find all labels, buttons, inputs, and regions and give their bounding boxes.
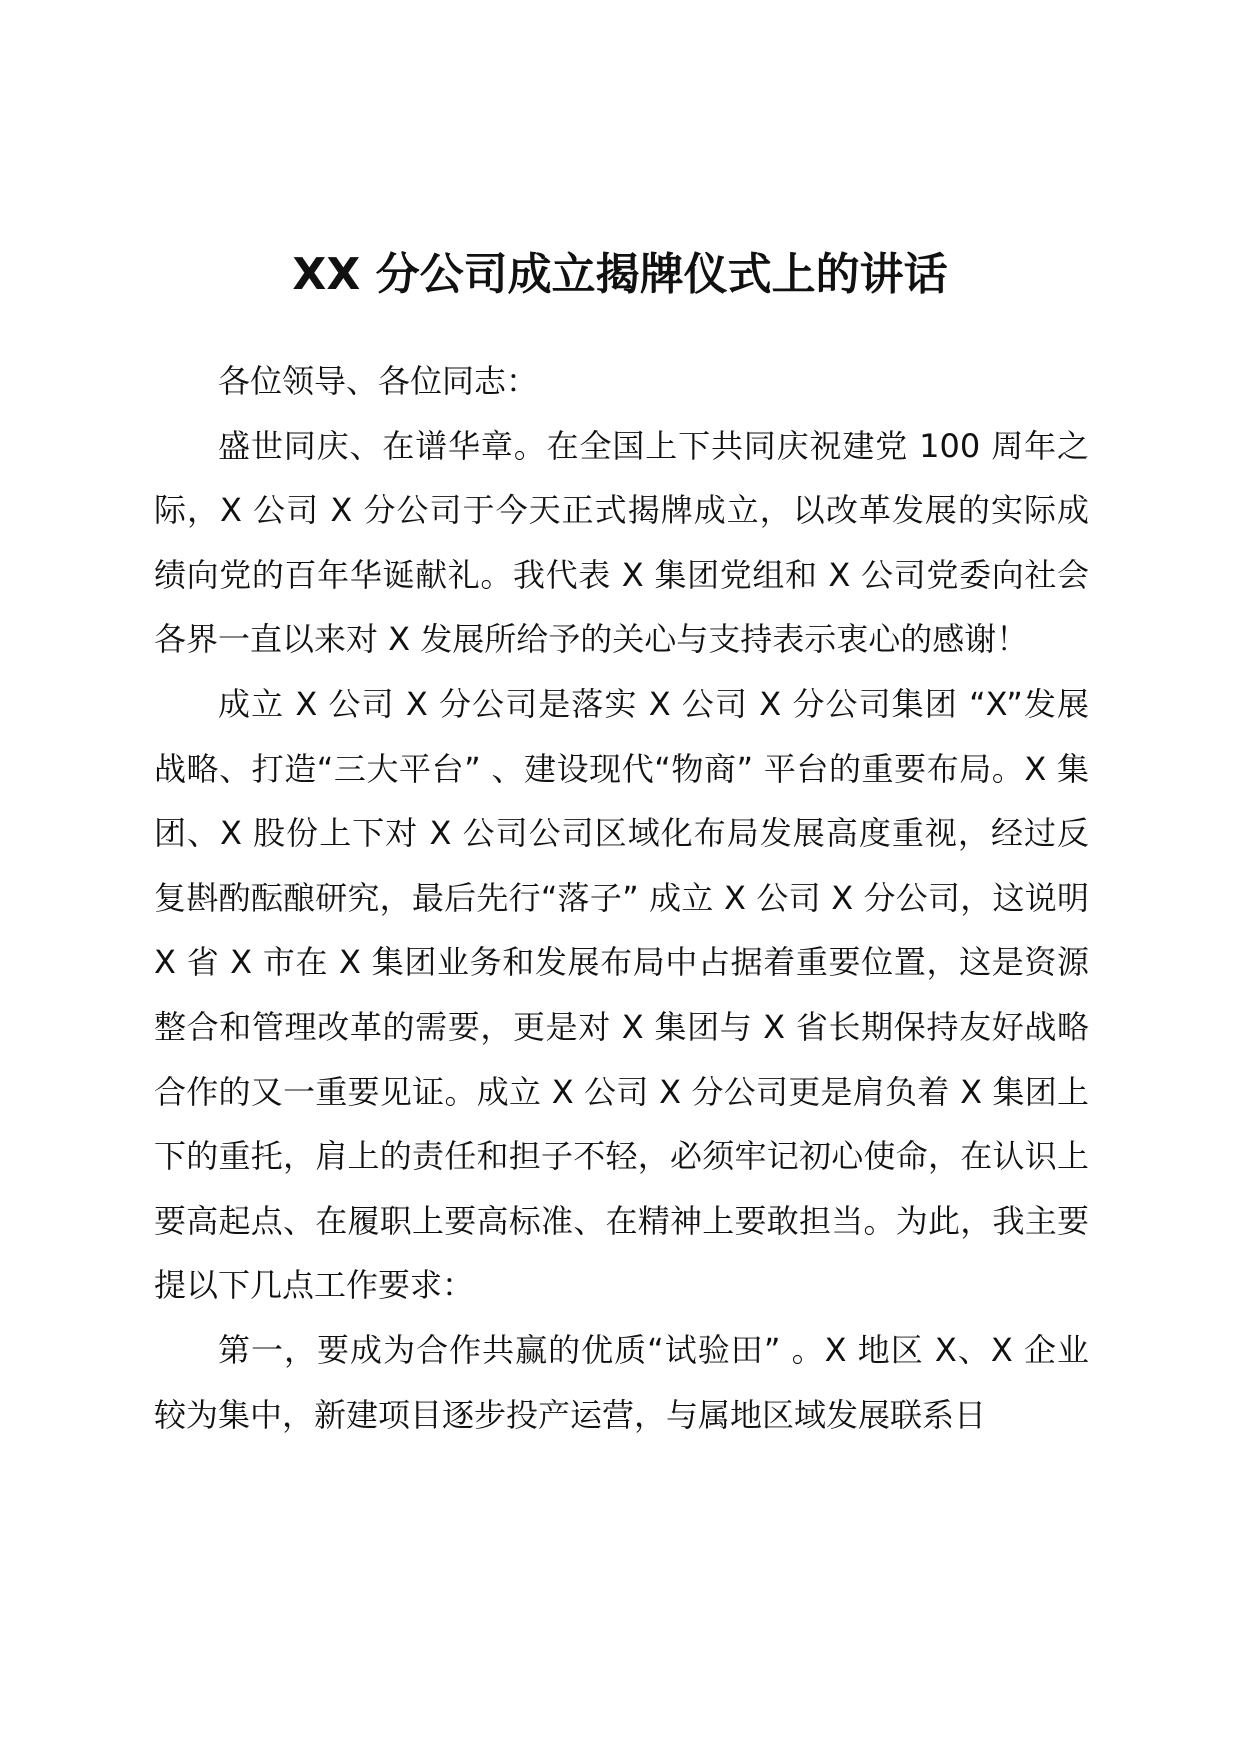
document-title: XX 分公司成立揭牌仪式上的讲话	[292, 249, 948, 300]
salutation-paragraph: 各位领导、各位同志：	[218, 362, 539, 400]
body-paragraph: 第一，要成为合作共赢的优质“试验田” 。X 地区 X、X 企业较为集中，新建项目逐步投产运营，与属地区域发展联系日	[154, 1330, 1089, 1434]
document-body	[154, 349, 1089, 1447]
body-paragraph: 成立 X 公司 X 分公司是落实 X 公司 X 分公司集团 “X”发展战略、打造“三大平台” 、建设现代“物商” 平台的重要布局。X 集团、X 股份上下对 X 公司公司区域化布局发展高度重视，经过反复斟酌酝酿研究，最后先行“落子” 成立 X 公司 X 分公司，这说明 X 省 X 市在 X 集团业务和发展布局中占据着重要位置，这是资源整合和管理改革的需要，更是对 X 集团与 X 省长期保持友好战略合作的又一重要见证。成立 X 公司 X 分公司更是肩负着 X 集团上下的重托，肩上的责任和担子不轻，必须牢记初心使命，在认识上要高起点、在履职上要高标准、在精神上要敢担当。为此，我主要提以下几点工作要求：	[154, 684, 1089, 1305]
body-paragraph: 盛世同庆、在谱华章。在全国上下共同庆祝建党 100 周年之际，X 公司 X 分公司于今天正式揭牌成立，以改革发展的实际成绩向党的百年华诞献礼。我代表 X 集团党组和 X 公司党委向社会各界一直以来对 X 发展所给予的关心与支持表示衷心的感谢！	[154, 426, 1089, 659]
